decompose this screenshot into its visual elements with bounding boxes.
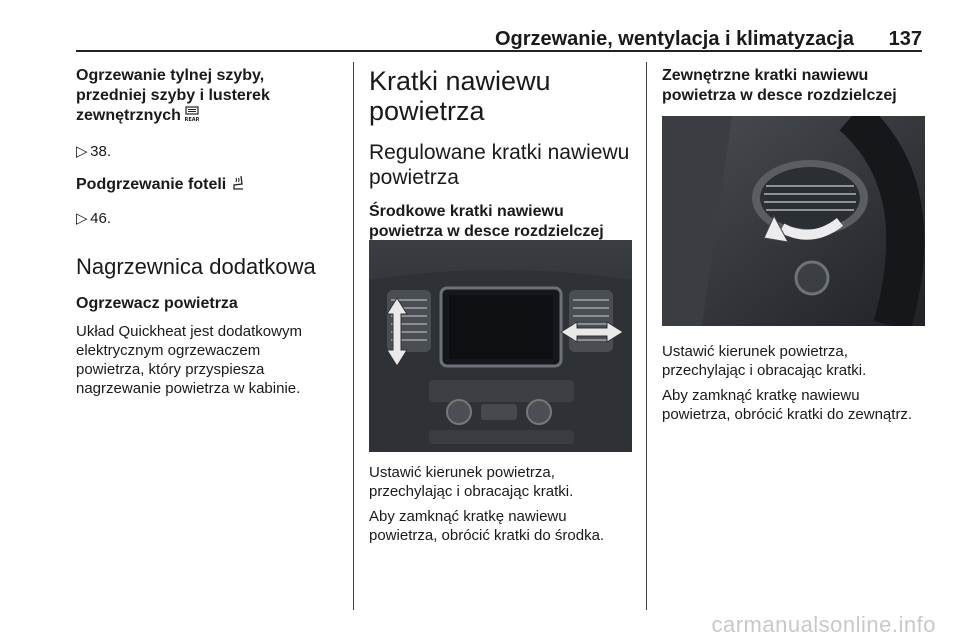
seat-heating-heading: Podgrzewanie foteli — [76, 175, 346, 197]
center-vents-heading: Środkowe kratki nawiewu powietrza w desce rozdzielczej — [369, 203, 604, 240]
column-divider-2 — [646, 62, 647, 610]
page-reference-2[interactable]: ▷ 46. — [76, 210, 112, 227]
outer-vents-photo — [662, 116, 925, 326]
outer-vents-text: Ustawić kierunek powietrza, przechylając i obracając kratki. Aby zamknąć kratkę nawiewu powietrza, obrócić kratki do zewnątrz. — [662, 343, 913, 423]
header-rule — [76, 50, 922, 52]
right-column — [662, 66, 932, 106]
reference-arrow-icon: ▷ — [76, 143, 88, 160]
section-title: Kratki nawiewu powietrza — [369, 66, 551, 126]
center-vents-text: Ustawić kierunek powietrza, przechylając i obracając kratki. Aby zamknąć kratkę nawiewu powietrza, obrócić kratki do środka. — [369, 464, 605, 544]
air-heater-body: Układ Quickheat jest dodatkowym elektrycznym ogrzewaczem powietrza, który przyspiesza nagrzewanie powietrza w kabinie. — [76, 323, 302, 397]
left-column — [76, 66, 346, 398]
seat-heating-icon — [231, 175, 245, 197]
aux-heater-heading: Nagrzewnica dodatkowa — [76, 254, 316, 279]
section-subtitle: Regulowane kratki nawiewu powietrza — [369, 141, 630, 189]
air-heater-heading: Ogrzewacz powietrza — [76, 295, 238, 312]
rear-window-heating-icon — [185, 106, 199, 128]
page-number: 137 — [888, 28, 922, 50]
center-vents-photo — [369, 240, 632, 452]
svg-text:REAR: REAR — [185, 117, 200, 122]
watermark: carmanualsonline.info — [711, 612, 936, 637]
column-divider-1 — [353, 62, 354, 610]
page-header-title: Ogrzewanie, wentylacja i klimatyzacja — [494, 28, 854, 50]
page-reference-1[interactable]: ▷ 38. — [76, 143, 112, 160]
rear-window-heading: Ogrzewanie tylnej szyby, przedniej szyby i lusterek zewnętrznych REAR — [76, 66, 346, 128]
reference-arrow-icon: ▷ — [76, 210, 88, 227]
outer-vents-heading: Zewnętrzne kratki nawiewu powietrza w desce rozdzielczej — [662, 67, 897, 104]
middle-column — [369, 66, 635, 242]
